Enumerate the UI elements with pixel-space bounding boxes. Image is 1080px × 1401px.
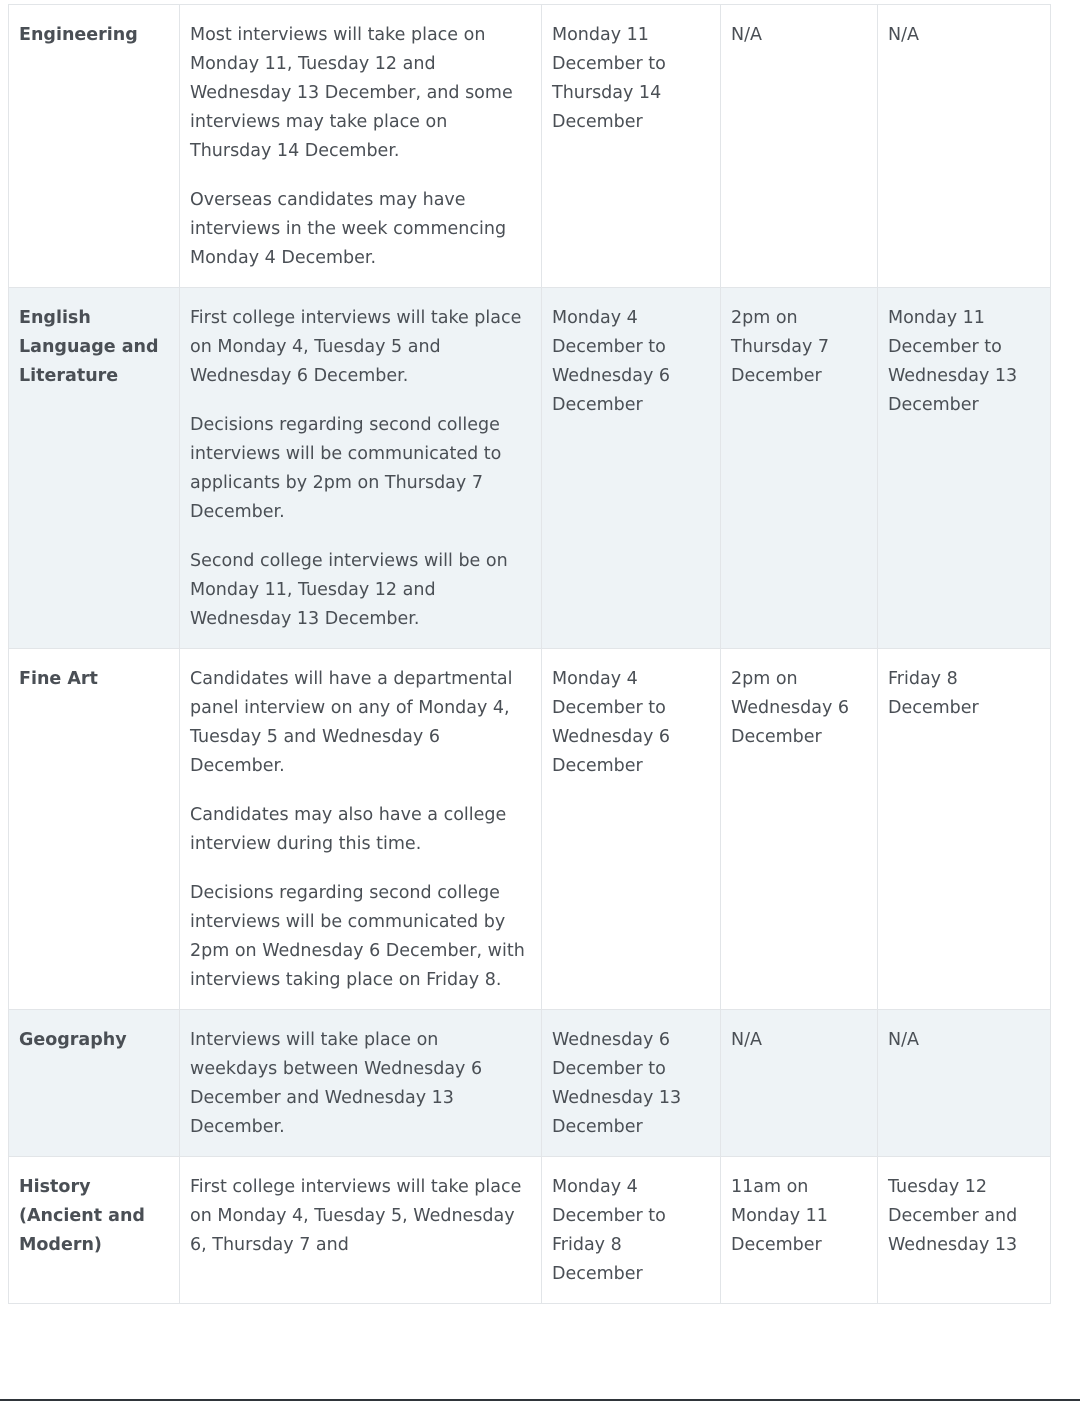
subject-cell — [9, 1157, 180, 1304]
details-paragraph: Decisions regarding second college interviews will be communicated to applicants by 2pm on Thursday 7 December. — [190, 415, 502, 522]
subject-name: English Language and Literature — [19, 308, 159, 386]
subject-name: Geography — [19, 1030, 127, 1050]
details-paragraph: Candidates will have a departmental panel interview on any of Monday 4, Tuesday 5 and Wednesday 6 December. — [190, 669, 513, 776]
second-round-cell: N/A — [878, 1010, 1051, 1157]
table-row — [9, 649, 1051, 1010]
decision-cell: 2pm on Wednesday 6 December — [721, 649, 878, 1010]
subject-name: Fine Art — [19, 669, 98, 689]
details-cell — [180, 288, 542, 649]
details-paragraph: Overseas candidates may have interviews in the week commencing Monday 4 December. — [190, 190, 507, 268]
details-paragraph: First college interviews will take place on Monday 4, Tuesday 5 and Wednesday 6 December. — [190, 308, 522, 386]
table-row — [9, 1157, 1051, 1304]
first-round-cell: Monday 11 December to Thursday 14 December — [542, 5, 721, 288]
details-paragraph: First college interviews will take place on Monday 4, Tuesday 5, Wednesday 6, Thursday 7 and — [190, 1177, 522, 1255]
decision-cell: 2pm on Thursday 7 December — [721, 288, 878, 649]
subject-name: History (Ancient and Modern) — [19, 1177, 145, 1255]
decision-cell: 11am on Monday 11 December — [721, 1157, 878, 1304]
subject-cell — [9, 288, 180, 649]
details-paragraph: Candidates may also have a college interview during this time. — [190, 805, 507, 854]
details-paragraph: Interviews will take place on weekdays between Wednesday 6 December and Wednesday 13 December. — [190, 1030, 483, 1137]
table-row — [9, 5, 1051, 288]
details-paragraph: Decisions regarding second college interviews will be communicated by 2pm on Wednesday 6 December, with interviews taking place on Friday 8. — [190, 883, 525, 990]
subject-name: Engineering — [19, 25, 138, 45]
second-round-cell: Monday 11 December to Wednesday 13 December — [878, 288, 1051, 649]
decision-cell: N/A — [721, 1010, 878, 1157]
first-round-cell: Monday 4 December to Friday 8 December — [542, 1157, 721, 1304]
subject-cell — [9, 649, 180, 1010]
decision-cell: N/A — [721, 5, 878, 288]
subject-cell — [9, 1010, 180, 1157]
first-round-cell: Monday 4 December to Wednesday 6 December — [542, 288, 721, 649]
details-paragraph: Second college interviews will be on Monday 11, Tuesday 12 and Wednesday 13 December. — [190, 551, 508, 629]
first-round-cell: Monday 4 December to Wednesday 6 December — [542, 649, 721, 1010]
table-row — [9, 288, 1051, 649]
details-cell — [180, 5, 542, 288]
subject-cell — [9, 5, 180, 288]
details-cell — [180, 1010, 542, 1157]
first-round-cell: Wednesday 6 December to Wednesday 13 December — [542, 1010, 721, 1157]
interview-schedule-table — [8, 4, 1051, 1304]
table-row — [9, 1010, 1051, 1157]
second-round-cell: Friday 8 December — [878, 649, 1051, 1010]
second-round-cell: N/A — [878, 5, 1051, 288]
details-cell — [180, 649, 542, 1010]
details-cell — [180, 1157, 542, 1304]
second-round-cell: Tuesday 12 December and Wednesday 13 — [878, 1157, 1051, 1304]
details-paragraph: Most interviews will take place on Monday 11, Tuesday 12 and Wednesday 13 December, and some interviews may take place on Thursday 14 December. — [190, 25, 513, 161]
